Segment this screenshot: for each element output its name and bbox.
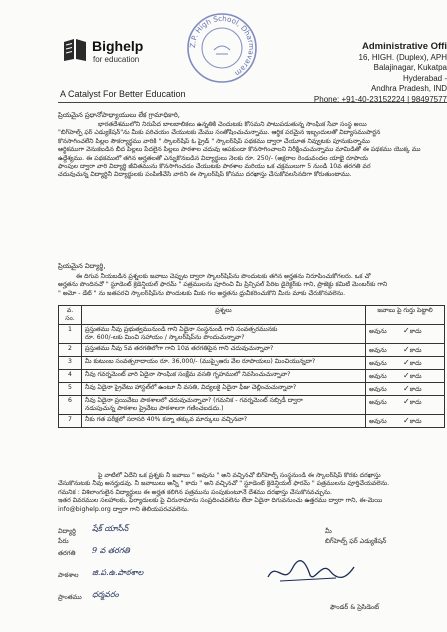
question-line: నీవు ఏదైనా ప్రైవేటు హాస్టల్‌లో ఉంటూ నీ వసతి, విద్యలకై ఏదైనా ఫీజు చెల్లించుచున్నావా? xyxy=(85,384,297,391)
question-number: 3 xyxy=(59,357,82,370)
signature-scribble xyxy=(262,555,358,589)
intro-line: చదువుచున్న విద్యార్థినీ విద్యార్థులకు పంపిణీచేసి వారిని ఈ స్కాలర్‌షిప్ కోసము దరఖాస్తు చేసుకోవలసినదిగా కోరుతుంటాము. xyxy=(58,171,352,179)
salutation-principal: ప్రియమైన ప్రధానోపాధ్యాయులు లేక గ్రామాధికారి, xyxy=(58,111,180,119)
question-row xyxy=(59,415,445,428)
answer-yes-option[interactable]: అవును xyxy=(369,386,387,393)
intro-line: ఉద్దేశ్యము. ఈ పథకములో తగిన అర్హతలతో ఎన్నుకొనబడిన విద్యార్థులు నెలకు రూ. 250/- (అక్షరాల రెండువందల యాభై రూపాయ xyxy=(58,154,368,162)
answer-cell[interactable] xyxy=(366,344,445,357)
answer-no-option[interactable]: కాదు xyxy=(409,360,422,367)
tagline: A Catalyst For Better Education xyxy=(60,89,186,99)
question-text xyxy=(82,370,366,383)
question-line: నీవు ఏదైనా ప్రయివేటు పాఠశాలలో చదువుచున్నావా? (గమనిక - గవర్నమెంట్ సబ్సిడీ ద్వారా xyxy=(85,397,303,404)
brand-subtitle: for education xyxy=(93,55,140,64)
question-text xyxy=(82,383,366,396)
question-row xyxy=(59,357,445,370)
signoff-line: మీ xyxy=(325,527,332,535)
checkmark-icon: ✓ xyxy=(403,326,410,335)
answer-cell[interactable] xyxy=(366,415,445,428)
question-row xyxy=(59,344,445,357)
answer-cell[interactable] xyxy=(366,396,445,415)
checkmark-icon: ✓ xyxy=(403,416,410,425)
question-number: 4 xyxy=(59,370,82,383)
org-address xyxy=(297,41,447,105)
intro-line: ఆర్థికముగా వెనుకబడిన బీద పిల్లలు పేదలైన పిల్లలు పాఠశాల చదువు ఆపకుండా కొనసాగించాలని నిరీక్షించుచున్నాము మామిడితో ఈ పథకము యొక్క ము xyxy=(58,146,421,154)
answer-no-option[interactable]: కాదు xyxy=(409,328,422,335)
address-line: Balajinagar, Kukatpa xyxy=(373,63,447,73)
answer-no-option[interactable]: కాదు xyxy=(409,418,422,425)
checkmark-icon: ✓ xyxy=(403,384,410,393)
answer-yes-option[interactable]: అవును xyxy=(369,399,387,406)
question-line: ప్రస్తుతము నీవు ప్రభుత్వమునుండి గాని ఏదైనా సంస్థనుండి గాని సంవత్సరమునకు xyxy=(85,326,278,333)
answer-yes-option[interactable]: అవును xyxy=(369,328,387,335)
question-row xyxy=(59,370,445,383)
question-number: 5 xyxy=(59,383,82,396)
closing-line: ఇతర వివరముల సలహాలకు, ఫిర్యాదులకు పై చిరునామాను సంప్రదించవలెను లేదా ఏదైనా దిగువనుంచు ఉత్తరము ద్వారా గాని, ఈ-మెయి xyxy=(58,497,383,505)
intro-line: "బిగ్‌హెల్ప్ ఫర్ ఎడ్యుకేషన్"ను మీకు పరిచయం చేయుటకు మేము సంతోషించుచున్నాము. ఆర్థిక పరమైన ఇబ్బందులతో విద్యాసముపార్జన xyxy=(58,129,381,137)
intro-line: కొనసాగించలేని పిల్లల సౌకర్యార్థము వారికి " స్కాలర్‌షిప్ ఓ ప్రైడ్ " స్కాలర్‌షిప్ పథకము ద్వారా చేయూత నివ్వుటకు పూనుకున్నాము xyxy=(58,137,370,145)
question-line: రూ. 600/-లకు మించి సహాయం / స్కాలర్‌షిప్‌ను పొందుచున్నావా? xyxy=(85,334,245,341)
school-stamp xyxy=(186,12,258,84)
answer-yes-option[interactable]: అవును xyxy=(369,360,387,367)
column-header-questions: ప్రశ్నలు xyxy=(82,306,366,325)
handwritten-value: ధర్మవరం xyxy=(92,590,119,599)
field-label: విద్యార్థి పేరు xyxy=(58,527,76,545)
signoff-org: బిగ్‌హెల్ప్ ఫర్ ఎడ్యుకేషన్ xyxy=(325,537,387,545)
stamp-text: Z.P. High School, Dharmavaram xyxy=(187,13,257,79)
question-line: నడుపుచున్న పాఠశాల ప్రైవేటు పాఠశాలగా గణించబడదు.) xyxy=(85,405,224,412)
column-header-number: వ. సం. xyxy=(59,306,82,325)
column-header-answer: జవాబు పై గుర్తు పెట్టాలి xyxy=(366,306,445,325)
checkmark-icon: ✓ xyxy=(403,358,410,367)
answer-no-option[interactable]: కాదు xyxy=(409,347,422,354)
intro-line: ఫాంపుల ద్వారా వారి విద్యార్థి జీవితమును కొనసాగించడం చేయుటకు పాఠశాల మరియు ఒక చక్రములుగా 5 నుండి 10వ తరగతి వర xyxy=(58,163,371,171)
org-title: Administrative Offi xyxy=(362,41,447,52)
founder-title: ఫౌండర్ & ప్రెసిడెంట్ xyxy=(330,603,380,611)
handwritten-value: జి.ప.ఉ.పాఠశాల xyxy=(92,568,144,577)
brand-name: Bighelp xyxy=(92,38,144,54)
question-number: 7 xyxy=(59,415,82,428)
question-text xyxy=(82,396,366,415)
checkmark-icon: ✓ xyxy=(403,397,410,406)
answer-cell[interactable] xyxy=(366,370,445,383)
salutation-student: ప్రియమైన విద్యార్థి, xyxy=(58,262,106,270)
intro-line: భారతదేశములోని నిరుపేద బాలబాలికలు ఉన్నతికి చెందుటకు కోసమని పాటుపడుతున్న సాంఘిక సేవా సంస్థ అయి xyxy=(98,121,367,128)
question-text xyxy=(82,325,366,344)
question-line: నీవు గవర్నమెంట్ వారి ఏదైనా సాంఘిక సంక్షేమ వసతి గృహములో నివసించుచున్నావా? xyxy=(85,371,291,378)
checkmark-icon: ✓ xyxy=(403,345,410,354)
answer-yes-option[interactable]: అవును xyxy=(369,373,387,380)
bighelp-logo xyxy=(62,34,150,68)
instructions-paragraph xyxy=(58,273,445,298)
question-row xyxy=(59,325,445,344)
intro-paragraph xyxy=(58,121,445,180)
answer-cell[interactable] xyxy=(366,357,445,370)
answer-cell[interactable] xyxy=(366,325,445,344)
question-row xyxy=(59,396,445,415)
book-logo-icon xyxy=(62,36,88,62)
closing-paragraph xyxy=(58,472,445,514)
table-header-row xyxy=(59,306,445,325)
instruction-line: అర్హతను పొందినచో " స్టూడెంట్ క్రెడెన్షియల్ ఫారమ్ " పత్రములను పూరించి మీ ప్రిన్సిపల్ పేరిట డైరెక్టర్‌కు గాని, ప్రాజెక్టు కమిటీ మెంబర్‌కు గాని xyxy=(58,281,388,289)
answer-no-option[interactable]: కాదు xyxy=(409,386,422,393)
field-label: ప్రాంతము xyxy=(58,593,82,601)
handwritten-value: షేక్ యాసీన్ xyxy=(92,524,129,533)
instruction-line: " అమో - డేట్ " ను జతపరచి స్కాలర్‌షిప్‌ను పొందుటకు మీకు గల అర్హతను ధ్రువీకరించుకొని మీరు మాకు చేరుకొనవలెను. xyxy=(58,289,346,297)
question-text xyxy=(82,344,366,357)
answer-cell[interactable] xyxy=(366,383,445,396)
eligibility-questionnaire xyxy=(58,305,445,428)
question-text xyxy=(82,415,366,428)
phone-line: Phone: +91-40-23152224 | 98497577 xyxy=(313,94,447,104)
answer-yes-option[interactable]: అవును xyxy=(369,418,387,425)
question-line: ప్రస్తుతము నీవు 5వ తరగతిలోగా గాని 10వ తరగతిపైన గాని చదువుచున్నావా? xyxy=(85,345,274,352)
field-label: తరగతి xyxy=(58,549,76,557)
closing-line: పై వాటిలో ఏదేని ఒక ప్రశ్నకు నీ జవాబు " అవును " అని వచ్చినచో బిగ్‌హెల్ప్ సంస్థనుండి ఈ స్కాలర్‌షిప్ కొరకు దరఖాస్తు xyxy=(98,472,381,479)
closing-line: చేసుకొనుటకు నీవు అనర్హుడవు. నీ జవాబులు అన్నీ " కాదు " అని వచ్చినచో " స్టూడెంట్ క్రెడెన్షియల్ ఫారమ్ " పత్రములను పూర్తిచేయవలెను. xyxy=(58,480,390,488)
question-number: 1 xyxy=(59,325,82,344)
address-line: Hyderabad - xyxy=(402,73,447,83)
answer-yes-option[interactable]: అవును xyxy=(369,347,387,354)
address-line: 16, HIGH. (Duplex), APH xyxy=(358,53,447,62)
question-number: 2 xyxy=(59,344,82,357)
question-number: 6 xyxy=(59,396,82,415)
question-line: నీకు గత పరీక్షలో సరాసరి 40% కన్నా తక్కువ మార్కులు వచ్చినవా? xyxy=(85,416,248,423)
field-label: పాఠశాల xyxy=(58,571,79,579)
closing-line: info@bighelp.org ద్వారా గాని తెలియపరచవలెను. xyxy=(58,505,189,513)
answer-no-option[interactable]: కాదు xyxy=(409,373,422,380)
question-line: మీ కుటుంబ సంవత్సరాదాయం రూ. 36,000/- (ముప్పైఆరు వేల రూపాయలు) మించియున్నదా? xyxy=(85,358,316,365)
answer-no-option[interactable]: కాదు xyxy=(409,399,422,406)
question-text xyxy=(82,357,366,370)
header-divider xyxy=(58,102,447,103)
address-line: Andhra Pradesh, IND xyxy=(370,84,447,94)
closing-line: గమనిక : విశిలాంగులైన విద్యార్థులు ఈ అర్హత కలిగిన పత్రమును పంపుకుంటూనే దేశము దరఖాస్తు చేసుకొనవచ్చును. xyxy=(58,488,332,496)
handwritten-value: 9 వ తరగతి xyxy=(92,546,130,555)
instruction-line: ఈ దిగువ నీయబడిన ప్రశ్నలకు జవాబు చెప్పుట ద్వారా స్కాలర్‌షిప్‌ను పొందుటకు తగిన అర్హతను నిరూపించుకోగలరు. ఒక చో xyxy=(76,273,371,280)
question-row xyxy=(59,383,445,396)
checkmark-icon: ✓ xyxy=(403,371,410,380)
